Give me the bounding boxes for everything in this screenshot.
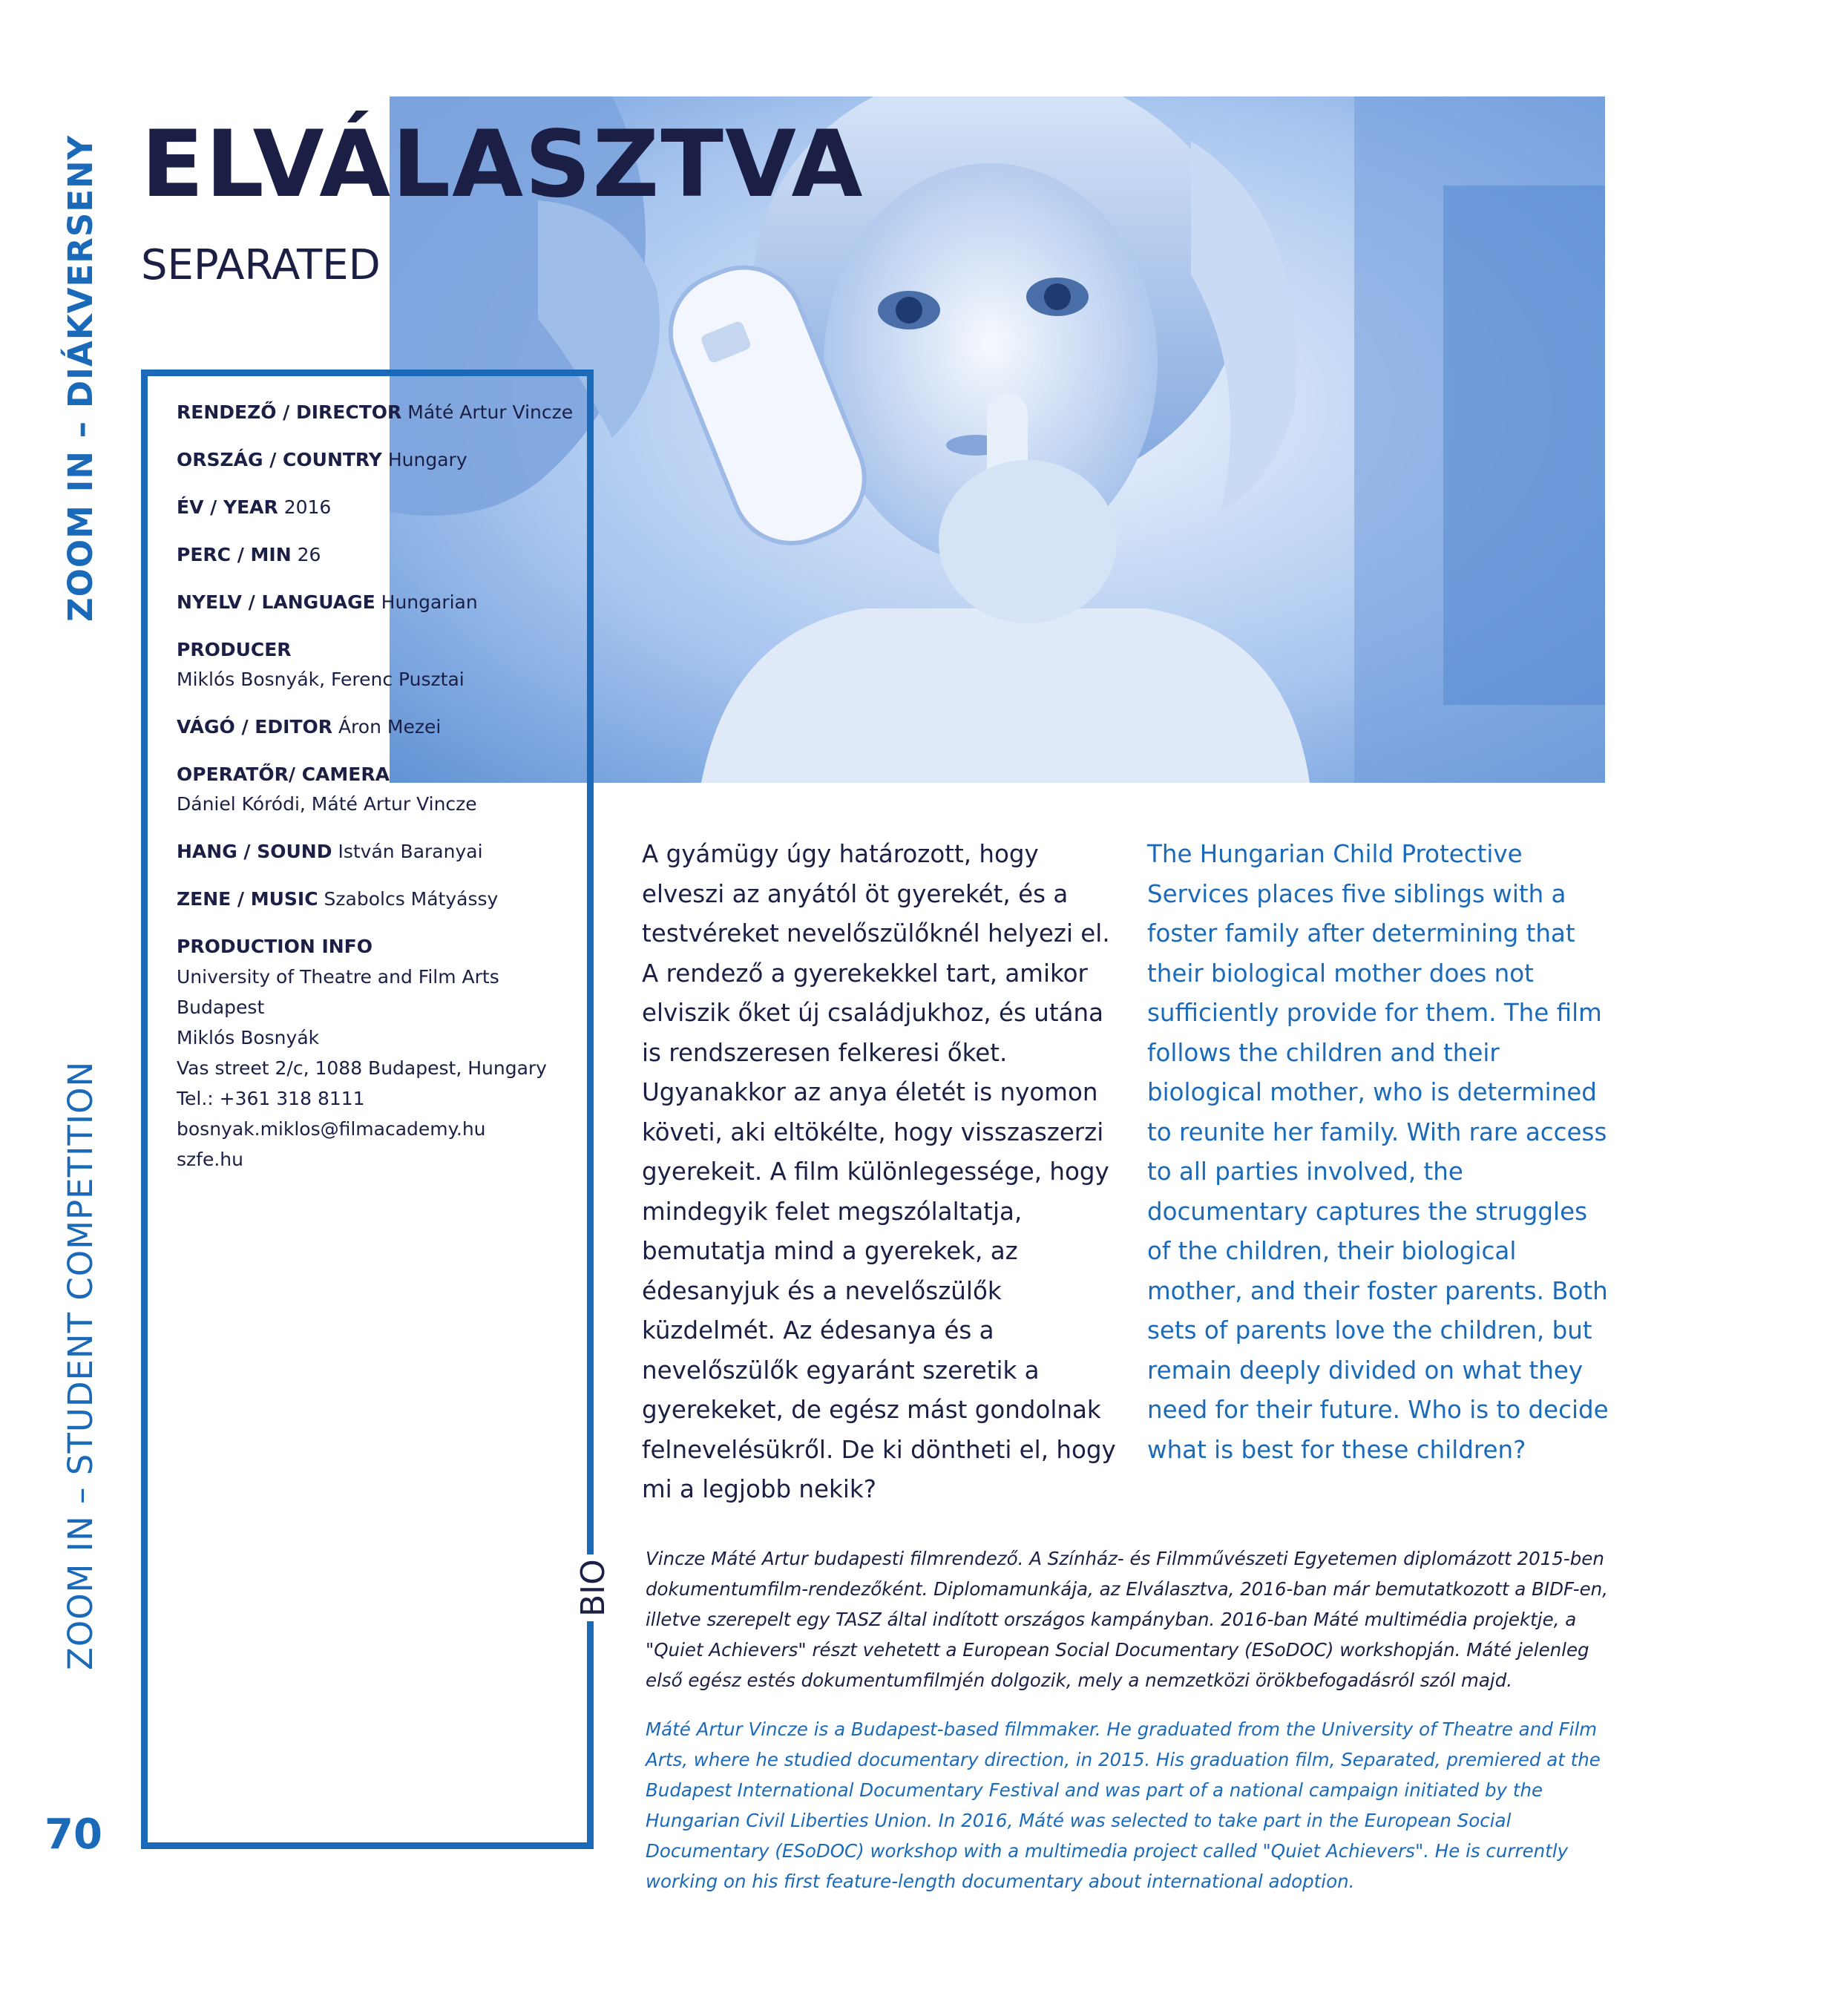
credit-label: NYELV / LANGUAGE bbox=[177, 591, 375, 613]
side-label-top: ZOOM IN – DIÁKVERSENY bbox=[61, 134, 100, 622]
credits-block bbox=[177, 398, 592, 1192]
credit-producer bbox=[177, 635, 592, 695]
bio-label: BIO bbox=[577, 1554, 610, 1621]
synopsis-hungarian: A gyámügy úgy határozott, hogy elveszi az anyától öt gyerekét, és a testvéreket nevelőszülőknél helyezi el. A rendező a gyerekekkel tart, amikor elviszik őket új családjukhoz, és utána is rendszeresen felkeresi őket. Ugyanakkor az anya életét is nyomon követi, aki eltökélte, hogy visszaszerzi gyerekeit. A film különlegessége, hogy mindegyik felet megszólaltatja, bemutatja mind a gyerekek, az édesanyjuk és a nevelőszülők küzdelmét. Az édesanya és a nevelőszülők egyaránt szeretik a gyerekeket, de egész mást gondolnak felnevelésükről. De ki döntheti el, hogy mi a legjobb nekik? bbox=[642, 840, 1116, 1503]
credit-language bbox=[177, 588, 592, 617]
credit-label: PERC / MIN bbox=[177, 544, 292, 565]
production-info-line: bosnyak.miklos@filmacademy.hu bbox=[177, 1118, 486, 1140]
credit-label: PRODUCTION INFO bbox=[177, 936, 373, 957]
synopsis-english: The Hungarian Child Protective Services places five siblings with a foster family after determining that their biological mother does not sufficiently provide for them. The film follows the children and their biological mother, who is determined to reunite her family. With rare access to all parties involved, the documentary captures the struggles of the children, their biological mother, and their foster parents. Both sets of parents love the children, but remain deeply divided on what they need for their future. Who is to decide what is best for these children? bbox=[1147, 840, 1609, 1464]
film-subtitle: SEPARATED bbox=[141, 241, 381, 289]
credit-label: ZENE / MUSIC bbox=[177, 888, 318, 910]
credit-value: Hungary bbox=[387, 449, 467, 470]
production-info-line: Miklós Bosnyák bbox=[177, 1027, 320, 1048]
credit-label: PRODUCER bbox=[177, 639, 292, 660]
credit-minutes bbox=[177, 540, 592, 570]
credit-value: Hungarian bbox=[381, 591, 478, 613]
film-title: ELVÁLASZTVA bbox=[141, 111, 864, 218]
credit-label: ÉV / YEAR bbox=[177, 496, 278, 518]
credit-value: 26 bbox=[297, 544, 321, 565]
credit-label: HANG / SOUND bbox=[177, 841, 332, 862]
credit-year bbox=[177, 493, 592, 522]
credit-value: Miklós Bosnyák, Ferenc Pusztai bbox=[177, 669, 465, 690]
credit-director bbox=[177, 398, 592, 427]
credit-production-info bbox=[177, 932, 592, 1175]
production-info-line: University of Theatre and Film Arts bbox=[177, 966, 499, 988]
production-info-line: Budapest bbox=[177, 996, 265, 1018]
credit-music bbox=[177, 884, 592, 914]
production-info-lines bbox=[177, 962, 592, 1175]
production-info-line: Tel.: +361 318 8111 bbox=[177, 1088, 365, 1109]
bio-hungarian: Vincze Máté Artur budapesti filmrendező. A Színház- és Filmművészeti Egyetemen diplomázott 2015-ben dokumentumfilm-rendezőként. Diplomamunkája, az Elválasztva, 2016-ban már bemutatkozott a BIDF-en, illetve szerepelt egy TASZ által indított országos kampányban. 2016-ban Máté multimédia projektje, a "Quiet Achievers" részt vehetett a European Social Documentary (ESoDOC) workshopján. Máté jelenleg első egész estés dokumentumfilmjén dolgozik, mely a nemzetközi örökbefogadásról szól majd. bbox=[646, 1548, 1608, 1691]
credit-value: Dániel Kóródi, Máté Artur Vincze bbox=[177, 793, 477, 815]
credit-label: OPERATŐR/ CAMERA bbox=[177, 764, 390, 785]
credit-value: Szabolcs Mátyássy bbox=[324, 888, 499, 910]
production-info-line: szfe.hu bbox=[177, 1149, 243, 1170]
side-label-bottom: ZOOM IN – STUDENT COMPETITION bbox=[61, 1060, 100, 1670]
production-info-line: Vas street 2/c, 1088 Budapest, Hungary bbox=[177, 1057, 547, 1079]
credit-camera bbox=[177, 760, 592, 819]
credit-value: Máté Artur Vincze bbox=[407, 401, 574, 423]
bio-english: Máté Artur Vincze is a Budapest-based filmmaker. He graduated from the University of Theatre and Film Arts, where he studied documentary direction, in 2015. His graduation film, Separated, premiered at the Budapest International Documentary Festival and was part of a national campaign initiated by the Hungarian Civil Liberties Union. In 2016, Máté was selected to take part in the European Social Documentary (ESoDOC) workshop with a multimedia project called "Quiet Achievers". He is currently working on his first feature-length documentary about international adoption. bbox=[646, 1718, 1601, 1892]
credit-value: Áron Mezei bbox=[338, 716, 442, 738]
credit-editor bbox=[177, 712, 592, 742]
credit-country bbox=[177, 445, 592, 475]
credit-sound bbox=[177, 837, 592, 867]
credit-value: 2016 bbox=[283, 496, 332, 518]
credit-label: RENDEZŐ / DIRECTOR bbox=[177, 401, 402, 423]
credit-label: VÁGÓ / EDITOR bbox=[177, 716, 332, 738]
page-number: 70 bbox=[45, 1810, 102, 1859]
credit-value: István Baranyai bbox=[338, 841, 483, 862]
credit-label: ORSZÁG / COUNTRY bbox=[177, 449, 382, 470]
